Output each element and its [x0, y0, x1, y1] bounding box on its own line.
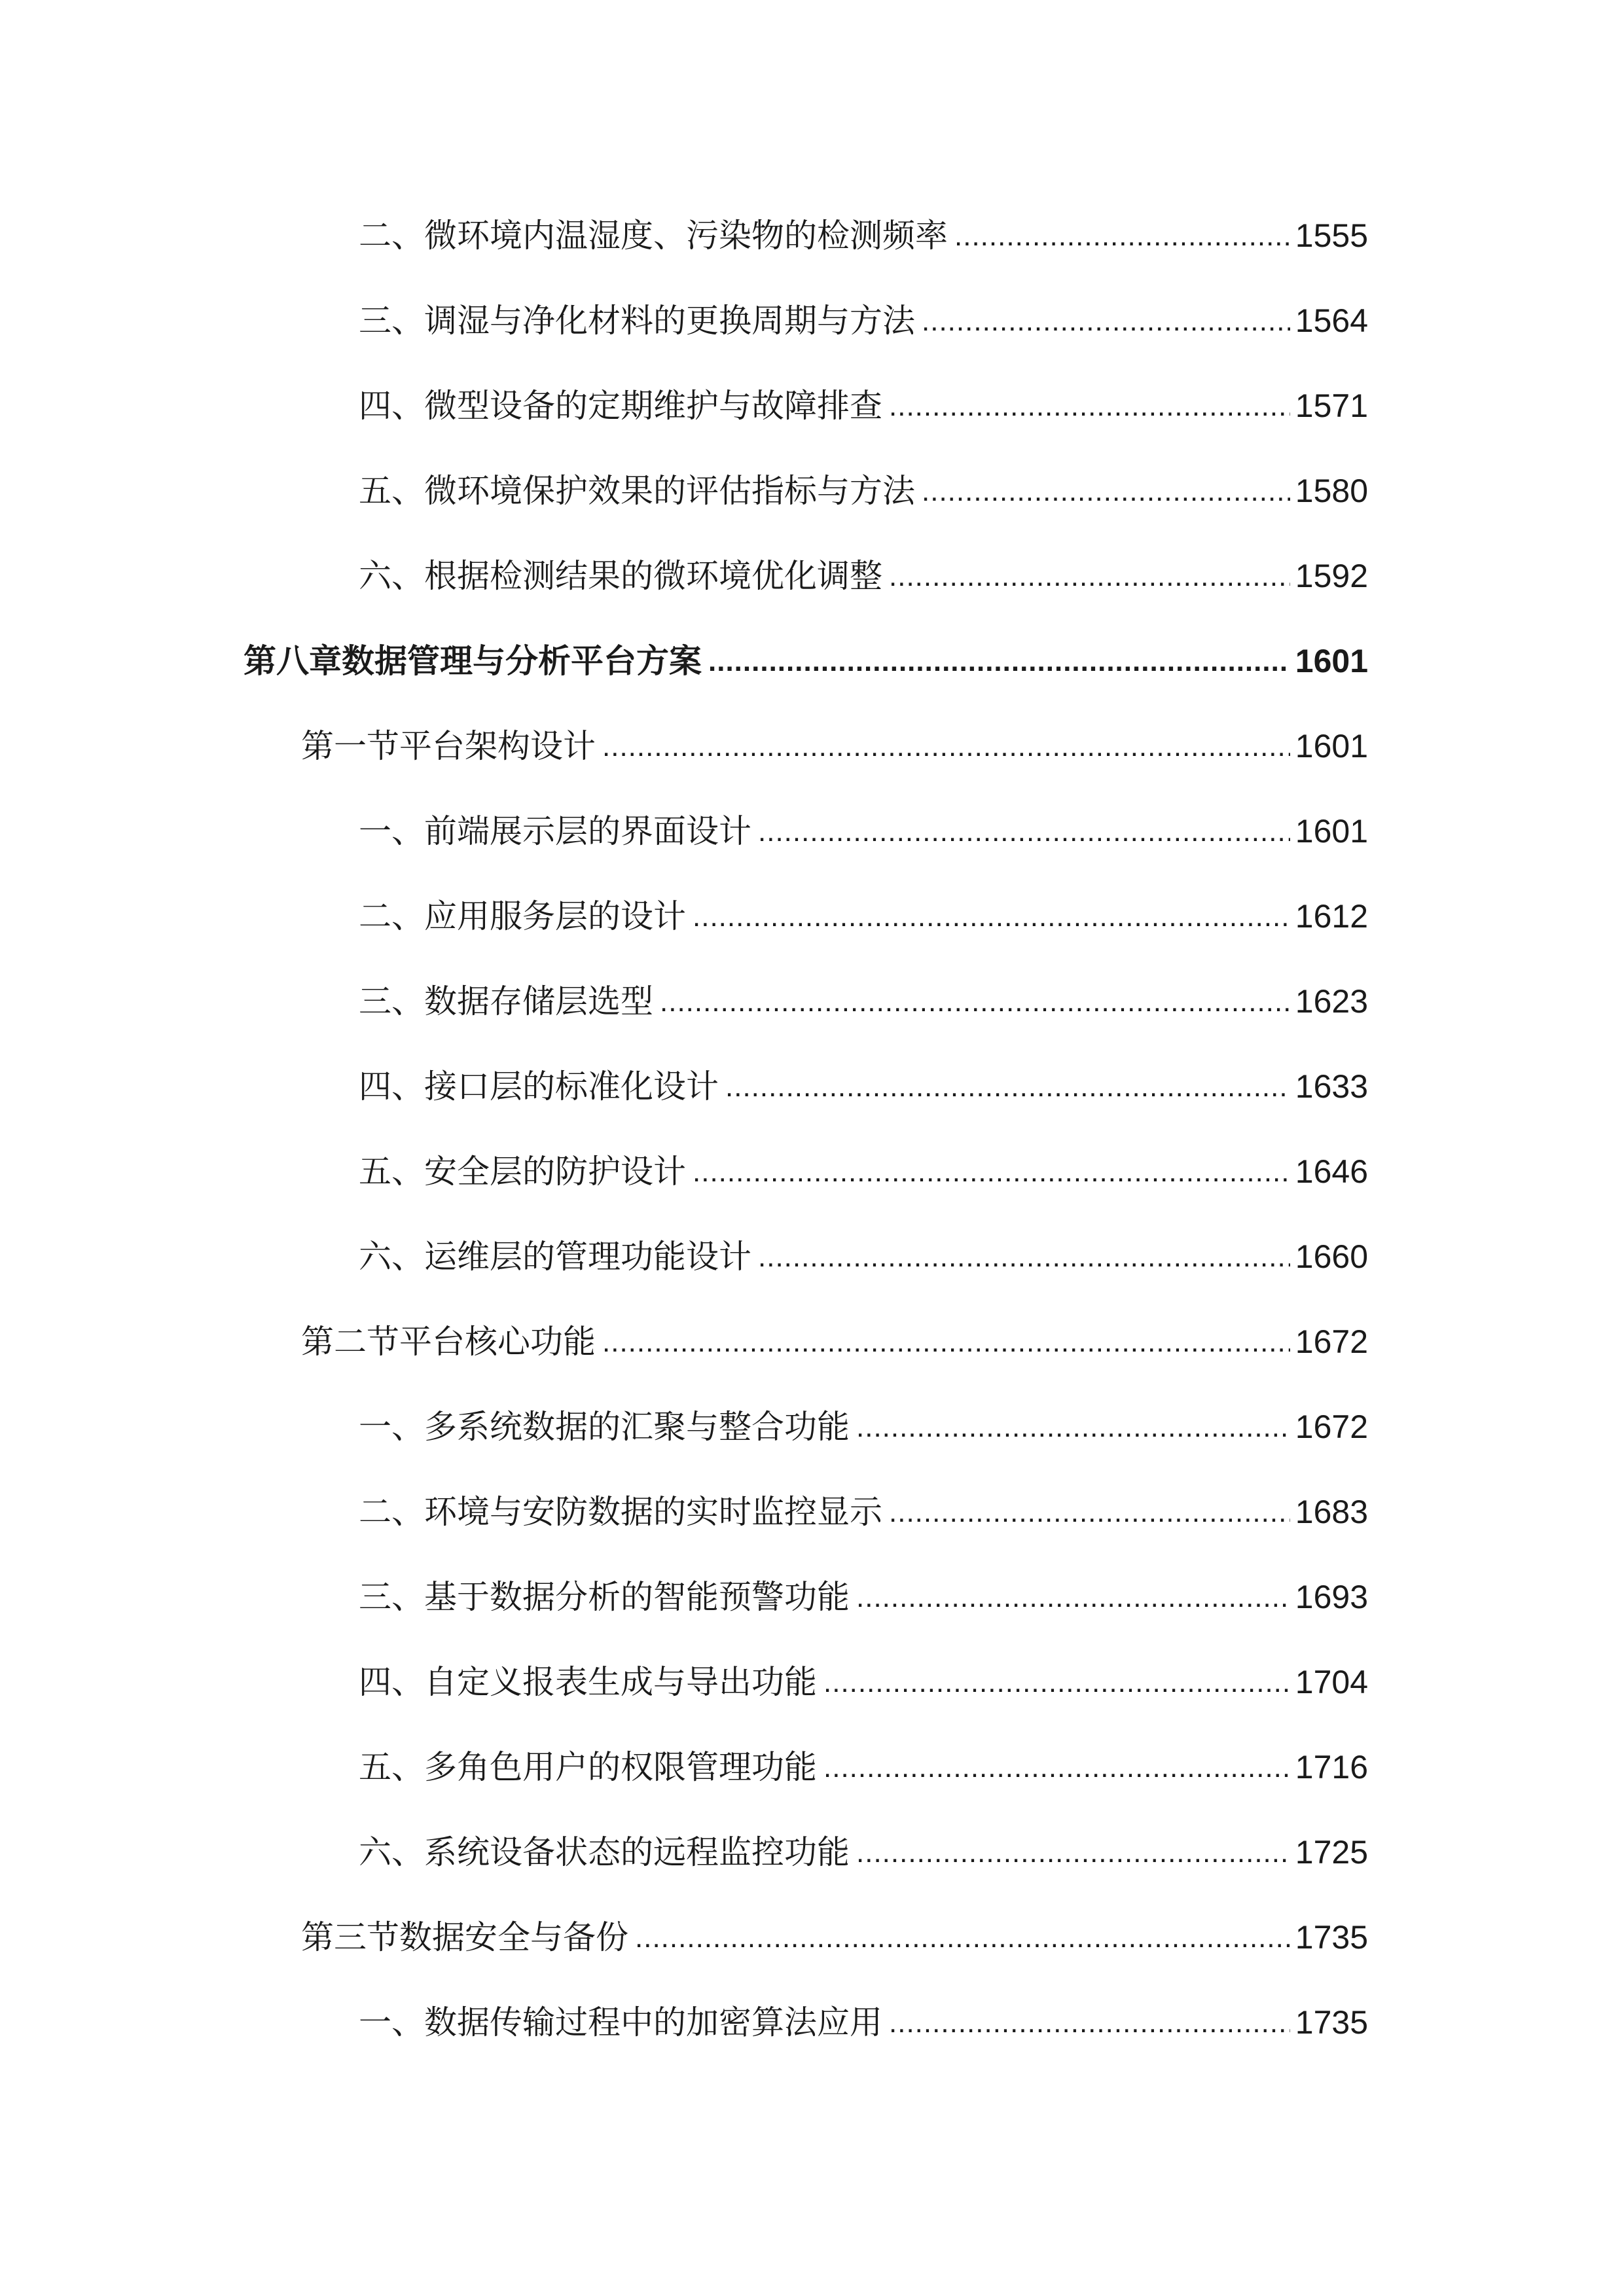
- toc-entry-title: 一、多系统数据的汇聚与整合功能: [359, 1408, 850, 1446]
- toc-entry-title: 四、微型设备的定期维护与故障排查: [359, 387, 882, 425]
- toc-entry[interactable]: [359, 1142, 1368, 1201]
- toc-dot-leader: [889, 1483, 1290, 1542]
- toc-page-number: 1623: [1295, 983, 1368, 1020]
- toc-page-number: 1601: [1295, 643, 1368, 679]
- toc-entry-title: 二、环境与安防数据的实时监控显示: [359, 1493, 882, 1531]
- toc-entry[interactable]: [359, 802, 1368, 861]
- toc-entry[interactable]: [359, 1823, 1368, 1882]
- toc-page-number: 1693: [1295, 1579, 1368, 1615]
- toc-entry-title: 四、接口层的标准化设计: [359, 1067, 719, 1105]
- toc-section-entry[interactable]: [301, 717, 1368, 776]
- toc-page-number: 1735: [1295, 1919, 1368, 1956]
- toc-page-number: 1735: [1295, 2004, 1368, 2041]
- toc-page-number: 1592: [1295, 558, 1368, 594]
- toc-entry-title: 一、前端展示层的界面设计: [359, 812, 751, 850]
- toc-chapter-entry[interactable]: [244, 632, 1368, 691]
- toc-dot-leader: [954, 207, 1290, 266]
- toc-entry-title: 五、多角色用户的权限管理功能: [359, 1748, 817, 1786]
- toc-page-number: 1660: [1295, 1238, 1368, 1275]
- toc-page-number: 1646: [1295, 1153, 1368, 1190]
- toc-page-number: 1683: [1295, 1494, 1368, 1530]
- toc-entry-title: 第二节平台核心功能: [301, 1323, 596, 1361]
- toc-page-number: 1672: [1295, 1323, 1368, 1360]
- toc-dot-leader: [660, 973, 1290, 1031]
- toc-dot-leader: [922, 462, 1290, 521]
- toc-entry-title: 五、安全层的防护设计: [359, 1153, 686, 1191]
- toc-dot-leader: [602, 1313, 1290, 1372]
- toc-dot-leader: [889, 547, 1290, 606]
- toc-dot-leader: [889, 377, 1290, 436]
- toc-entry[interactable]: [359, 1057, 1368, 1116]
- toc-dot-leader: [758, 802, 1290, 861]
- toc-dot-leader: [856, 1568, 1290, 1627]
- toc-entry-title: 五、微环境保护效果的评估指标与方法: [359, 472, 915, 510]
- toc-dot-leader: [823, 1738, 1290, 1797]
- toc-entry[interactable]: [359, 376, 1368, 435]
- toc-page-number: 1571: [1295, 387, 1368, 424]
- toc-dot-leader: [856, 1398, 1290, 1457]
- toc-dot-leader: [693, 1143, 1290, 1202]
- toc-page-number: 1601: [1295, 728, 1368, 764]
- toc-entry-title: 第八章数据管理与分析平台方案: [244, 642, 702, 680]
- toc-entry[interactable]: [359, 547, 1368, 605]
- toc-entry-title: 三、调湿与净化材料的更换周期与方法: [359, 302, 915, 340]
- toc-entry[interactable]: [359, 1653, 1368, 1712]
- toc-entry-title: 三、基于数据分析的智能预警功能: [359, 1578, 850, 1616]
- toc-entry-title: 第三节数据安全与备份: [301, 1918, 628, 1956]
- toc-entry-title: 六、根据检测结果的微环境优化调整: [359, 557, 882, 595]
- toc-entry[interactable]: [359, 1738, 1368, 1797]
- toc-page-number: 1555: [1295, 217, 1368, 254]
- toc-dot-leader: [922, 292, 1290, 351]
- toc-entry[interactable]: [359, 1482, 1368, 1541]
- toc-entry-title: 一、数据传输过程中的加密算法应用: [359, 2003, 882, 2041]
- toc-entry-title: 二、应用服务层的设计: [359, 897, 686, 935]
- toc-entry[interactable]: [359, 887, 1368, 946]
- toc-page-number: 1672: [1295, 1408, 1368, 1445]
- toc-dot-leader: [635, 1909, 1290, 1967]
- toc-page-number: 1716: [1295, 1749, 1368, 1785]
- toc-section-entry[interactable]: [301, 1312, 1368, 1371]
- toc-page-number: 1633: [1295, 1068, 1368, 1105]
- toc-dot-leader: [693, 888, 1290, 946]
- toc-entry[interactable]: [359, 1227, 1368, 1286]
- toc-dot-leader: [725, 1058, 1290, 1117]
- toc-dot-leader: [823, 1653, 1290, 1712]
- toc-page-number: 1612: [1295, 898, 1368, 935]
- toc-entry[interactable]: [359, 1397, 1368, 1456]
- toc-entry[interactable]: [359, 291, 1368, 350]
- toc-page-number: 1601: [1295, 813, 1368, 850]
- toc-dot-leader: [708, 632, 1290, 691]
- toc-entry[interactable]: [359, 1993, 1368, 2052]
- toc-entry-title: 六、系统设备状态的远程监控功能: [359, 1833, 850, 1871]
- toc-page-number: 1564: [1295, 302, 1368, 339]
- toc-page-number: 1580: [1295, 473, 1368, 509]
- toc-entry-title: 四、自定义报表生成与导出功能: [359, 1663, 817, 1701]
- toc-entry[interactable]: [359, 1568, 1368, 1626]
- toc-section-entry[interactable]: [301, 1908, 1368, 1967]
- toc-entry[interactable]: [359, 206, 1368, 265]
- toc-entry[interactable]: [359, 461, 1368, 520]
- toc-dot-leader: [602, 717, 1290, 776]
- toc-dot-leader: [758, 1228, 1290, 1287]
- toc-entry-title: 第一节平台架构设计: [301, 727, 596, 765]
- toc-dot-leader: [856, 1823, 1290, 1882]
- toc-entry[interactable]: [359, 972, 1368, 1031]
- toc-entry-title: 二、微环境内温湿度、污染物的检测频率: [359, 217, 948, 255]
- toc-entry-title: 三、数据存储层选型: [359, 982, 653, 1020]
- toc-entry-title: 六、运维层的管理功能设计: [359, 1238, 751, 1276]
- toc-dot-leader: [889, 1994, 1290, 2053]
- toc-page-number: 1704: [1295, 1664, 1368, 1700]
- toc-page-number: 1725: [1295, 1834, 1368, 1871]
